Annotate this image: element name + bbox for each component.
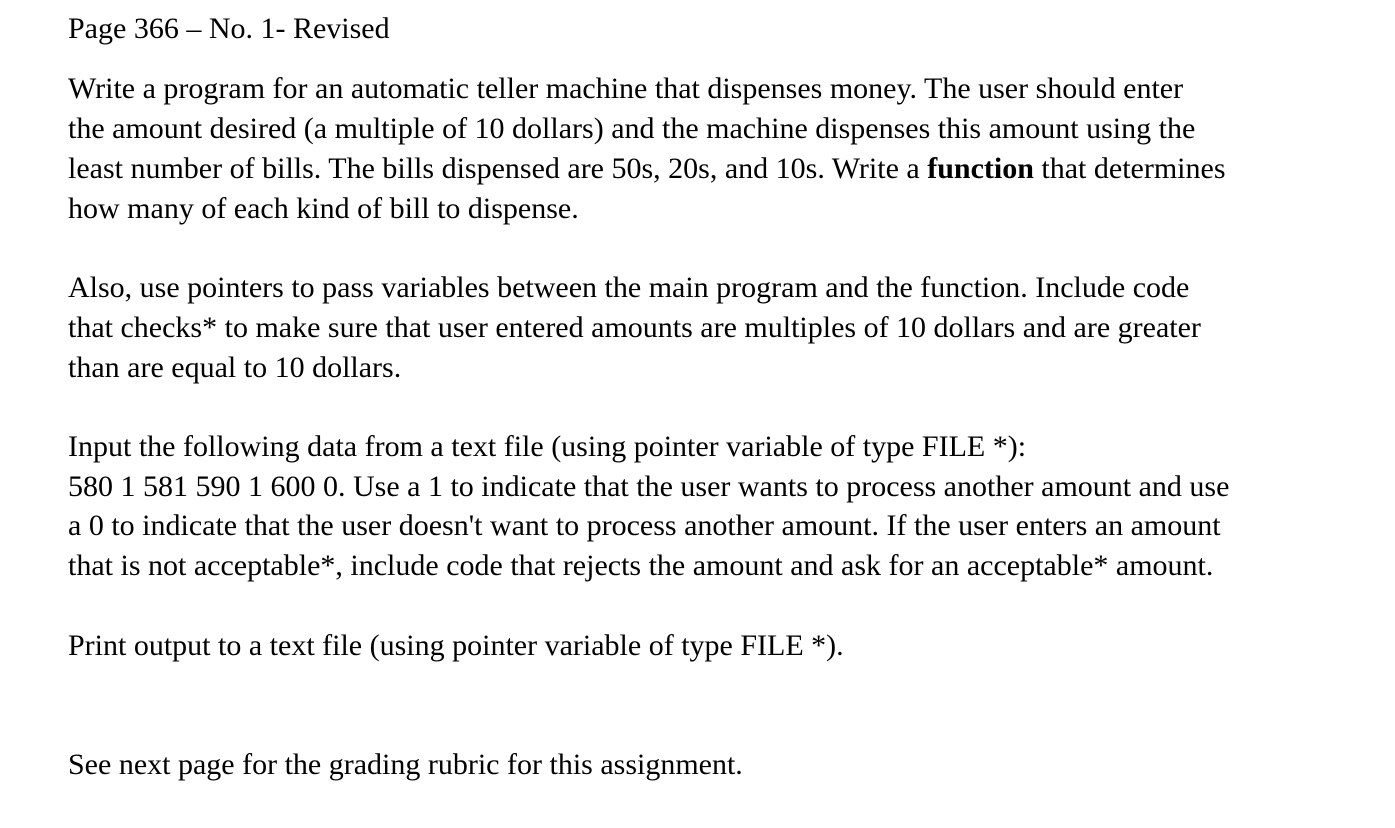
paragraph-2-line-1: Also, use pointers to pass variables between the main program and the function. Include code (68, 271, 1190, 304)
paragraph-3-line-2: 580 1 581 590 1 600 0. Use a 1 to indicate that the user wants to process another amount and use (68, 470, 1230, 503)
paragraph-1-line-3 (68, 149, 1226, 189)
page-header: Page 366 – No. 1- Revised (68, 12, 390, 45)
paragraph-1-line-4: how many of each kind of bill to dispense. (68, 192, 579, 225)
paragraph-3-line-3: a 0 to indicate that the user doesn't want to process another amount. If the user enters an amount (68, 509, 1221, 542)
paragraph-2-line-3: than are equal to 10 dollars. (68, 351, 402, 384)
paragraph-1-line-2: the amount desired (a multiple of 10 dollars) and the machine dispenses this amount using the (68, 112, 1196, 145)
paragraph-3-line-4: that is not acceptable*, include code that rejects the amount and ask for an acceptable* amount. (68, 549, 1214, 582)
paragraph-1-line-3-text-a: least number of bills. The bills dispensed are 50s, 20s, and 10s. Write a (68, 152, 928, 185)
paragraph-1-line-1: Write a program for an automatic teller machine that dispenses money. The user should enter (68, 72, 1184, 105)
function-keyword: function (927, 152, 1034, 185)
footer-note: See next page for the grading rubric for this assignment. (68, 748, 743, 781)
paragraph-2-line-2: that checks* to make sure that user entered amounts are multiples of 10 dollars and are greater (68, 311, 1201, 344)
paragraph-4-line-1: Print output to a text file (using pointer variable of type FILE *). (68, 629, 844, 662)
paragraph-1-line-3-text-b: that determines (1033, 152, 1226, 185)
paragraph-3-line-1: Input the following data from a text file (using pointer variable of type FILE *): (68, 430, 1027, 463)
